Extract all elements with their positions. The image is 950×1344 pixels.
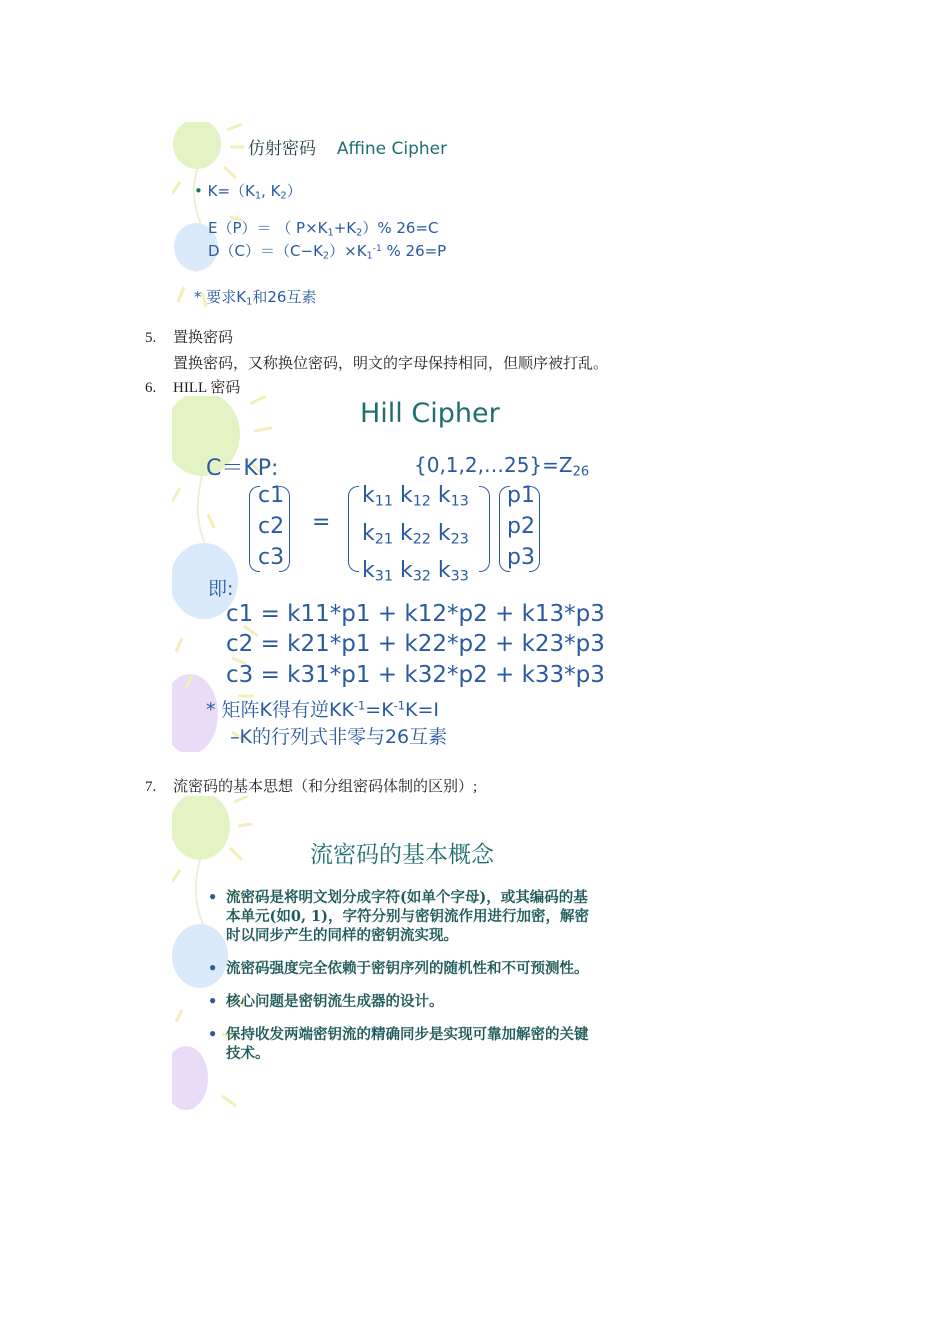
stream-bullet-list: [208, 888, 592, 1077]
equals-sign: =: [312, 510, 331, 535]
set-text: {0,1,2,…25}=Z: [414, 453, 573, 477]
formula-sub: 2: [356, 227, 363, 239]
formula-text: +K: [333, 219, 357, 237]
bullet-icon: •: [208, 889, 218, 906]
k-matrix-row: [362, 518, 469, 556]
stream-title: 流密码的基本概念: [310, 842, 494, 868]
hill-equation-3: c3 = k31*p1 + k32*p2 + k33*p3: [226, 662, 605, 688]
list-item: [208, 888, 592, 945]
section-6-heading: [145, 376, 240, 397]
k-matrix: [362, 480, 469, 593]
section-7-heading: [145, 775, 477, 796]
key-text: ）: [286, 182, 302, 200]
affine-key-line: [194, 180, 302, 201]
formula-sub: 2: [322, 250, 330, 262]
formula-text: E（P）＝ （ P×K: [208, 219, 328, 237]
list-item: [208, 992, 592, 1011]
p-vector-entry: p2: [507, 514, 535, 539]
k-entry: $k_{13}$: [437, 483, 469, 510]
bullet-text: 核心问题是密钥流生成器的设计。: [226, 993, 444, 1010]
key-text: K=（K: [207, 182, 255, 200]
section-title: 置换密码: [173, 330, 234, 346]
formula-text: ）% 26=C: [362, 219, 439, 237]
k-entry: $k_{12}$: [399, 483, 431, 510]
affine-title-cn: 仿射密码: [248, 139, 316, 159]
k-matrix-left-paren: [348, 486, 359, 572]
formula-text: D（C）＝（C−K: [208, 242, 323, 260]
note-text: * 矩阵K得有逆KK: [206, 699, 354, 721]
p-vector-entry: p3: [507, 545, 535, 570]
p-vector-entry: p1: [507, 483, 535, 508]
hill-inverse-note: [206, 695, 439, 722]
k-matrix-row: [362, 555, 469, 593]
stream-cipher-slide: [172, 796, 612, 1122]
note-sub: 1: [246, 296, 253, 308]
formula-sub: 1: [366, 250, 373, 262]
note-sup: -1: [393, 698, 406, 713]
note-text: K=I: [405, 699, 440, 721]
section-number: 7.: [145, 779, 157, 795]
section-number: 6.: [145, 380, 157, 396]
formula-sub: 1: [327, 227, 334, 239]
hill-ji-label: 即:: [208, 578, 234, 600]
bullet-icon: •: [208, 1026, 218, 1043]
hill-determinant-note: –K的行列式非零与26互素: [230, 726, 448, 748]
key-text: , K: [261, 182, 281, 200]
hill-equation-1: c1 = k11*p1 + k12*p2 + k13*p3: [226, 601, 605, 627]
note-text: * 要求K: [194, 288, 247, 306]
hill-slide: [172, 396, 632, 752]
affine-encrypt-formula: [208, 217, 439, 238]
hill-ckp: C＝KP:: [206, 456, 279, 481]
bullet-icon: •: [208, 993, 218, 1010]
formula-text: ）×K: [329, 242, 367, 260]
affine-title-en: Affine Cipher: [336, 139, 448, 159]
k-entry: $k_{11}$: [362, 483, 393, 510]
k-entry: $k_{33}$: [437, 558, 469, 585]
bullet-icon: •: [208, 960, 218, 977]
list-item: [208, 959, 592, 978]
note-sup: -1: [353, 698, 366, 713]
affine-coprime-note: [194, 286, 316, 307]
bullet-icon: •: [194, 182, 203, 200]
hill-alphabet-set: [414, 453, 589, 479]
k-matrix-right-paren: [479, 486, 490, 572]
c-vector-entry: c1: [258, 483, 285, 508]
c-vector-right-paren: [279, 486, 290, 572]
affine-decrypt-formula: [208, 240, 446, 261]
list-item: [208, 1025, 592, 1063]
key-sub: 2: [280, 190, 287, 202]
hill-title: Hill Cipher: [360, 398, 500, 429]
hill-equation-2: c2 = k21*p1 + k22*p2 + k23*p3: [226, 631, 605, 657]
section-5-description: 置换密码，又称换位密码，明文的字母保持相同，但顺序被打乱。: [173, 356, 609, 372]
note-text: =K: [365, 699, 394, 721]
section-number: 5.: [145, 330, 157, 346]
section-title: 流密码的基本思想（和分组密码体制的区别）;: [173, 779, 478, 795]
affine-slide: [172, 122, 502, 312]
bullet-text: 保持收发两端密钥流的精确同步是实现可靠加解密的关键技术。: [226, 1026, 589, 1062]
k-entry: $k_{23}$: [437, 520, 469, 548]
section-title: HILL 密码: [173, 380, 241, 396]
p-vector-right-paren: [529, 486, 540, 572]
c-vector-entry: c3: [258, 545, 285, 570]
k-entry: $k_{32}$: [399, 558, 431, 585]
bullet-text: 流密码是将明文划分成字符(如单个字母)，或其编码的基本单元(如0, 1)，字符分别与密钥流作用进行加密，解密时以同步产生的同样的密钥流实现。: [226, 889, 589, 944]
formula-sup: -1: [372, 244, 382, 255]
bullet-text: 流密码强度完全依赖于密钥序列的随机性和不可预测性。: [226, 960, 589, 977]
section-5-heading: [145, 326, 233, 347]
k-entry: $k_{22}$: [399, 520, 431, 548]
k-matrix-row: [362, 480, 469, 518]
k-entry: $k_{31}$: [362, 558, 393, 585]
set-sub: 26: [572, 464, 590, 480]
k-entry: $k_{21}$: [362, 520, 393, 548]
c-vector-entry: c2: [258, 514, 285, 539]
note-text: 和26互素: [252, 288, 317, 306]
formula-text: % 26=P: [381, 242, 447, 260]
key-sub: 1: [254, 190, 262, 202]
